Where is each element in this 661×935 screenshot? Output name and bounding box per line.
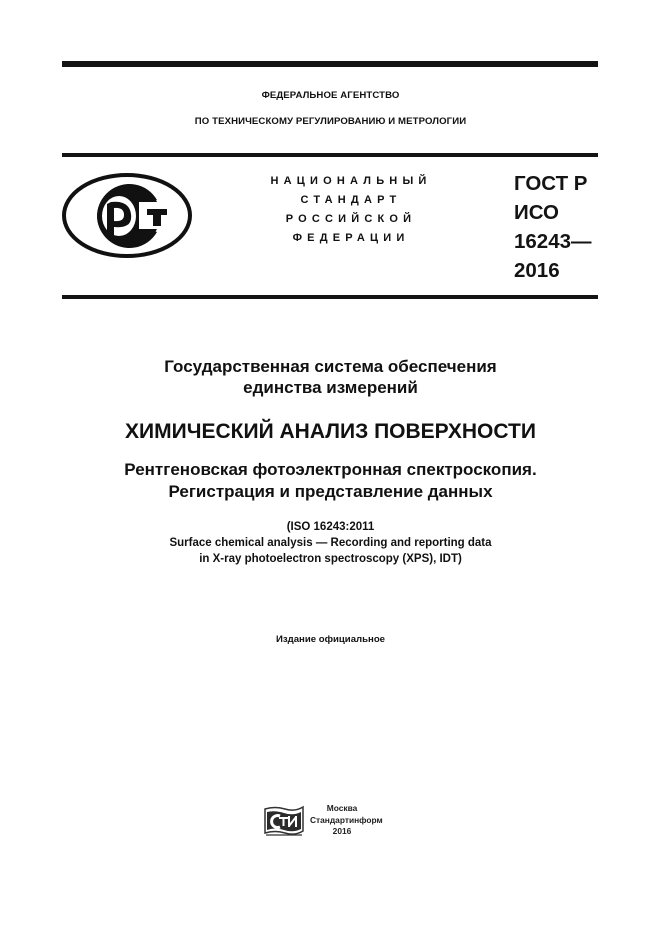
iso-reference-line: (ISO 16243:2011	[286, 521, 375, 533]
publisher-imprint	[310, 803, 383, 838]
publisher-name: Стандартинформ	[310, 814, 383, 825]
top-rule	[62, 61, 598, 67]
standartinform-logo-icon	[263, 803, 305, 838]
part-title-line: Рентгеновская фотоэлектронная спектроскопия.	[124, 460, 537, 479]
rst-certification-mark-icon	[61, 172, 193, 259]
bottom-rule	[62, 295, 598, 299]
national-standard-line: ФЕДЕРАЦИИ	[292, 232, 410, 244]
designation-line: 16243—	[514, 230, 592, 253]
iso-reference	[0, 519, 661, 567]
document-title: ХИМИЧЕСКИЙ АНАЛИЗ ПОВЕРХНОСТИ	[125, 420, 536, 443]
national-standard-label	[262, 172, 440, 248]
national-standard-line: СТАНДАРТ	[300, 194, 402, 206]
subtitle-line: Государственная система обеспечения	[164, 357, 497, 376]
iso-reference-line: in X-ray photoelectron spectroscopy (XPS), IDT)	[199, 553, 462, 565]
designation-line: ИСО	[514, 201, 559, 224]
iso-reference-line: Surface chemical analysis — Recording and reporting data	[169, 537, 492, 549]
document-subtitle	[0, 356, 661, 398]
part-title-line: Регистрация и представление данных	[168, 482, 493, 501]
middle-rule	[62, 153, 598, 157]
subtitle-line: единства измерений	[243, 378, 418, 397]
national-standard-line: НАЦИОНАЛЬНЫЙ	[270, 175, 432, 187]
agency-name-line-2: ПО ТЕХНИЧЕСКОМУ РЕГУЛИРОВАНИЮ И МЕТРОЛОГИИ	[194, 116, 467, 127]
official-edition-label: Издание официальное	[275, 634, 386, 645]
designation-line: 2016	[514, 259, 560, 282]
national-standard-line: РОССИЙСКОЙ	[285, 213, 417, 225]
publication-year: 2016	[332, 826, 352, 836]
standard-designation	[514, 169, 592, 285]
document-part-title	[0, 459, 661, 503]
designation-line: ГОСТ Р	[514, 172, 588, 195]
agency-name-line-1: ФЕДЕРАЛЬНОЕ АГЕНТСТВО	[261, 90, 400, 101]
publisher-city: Москва	[326, 803, 358, 813]
